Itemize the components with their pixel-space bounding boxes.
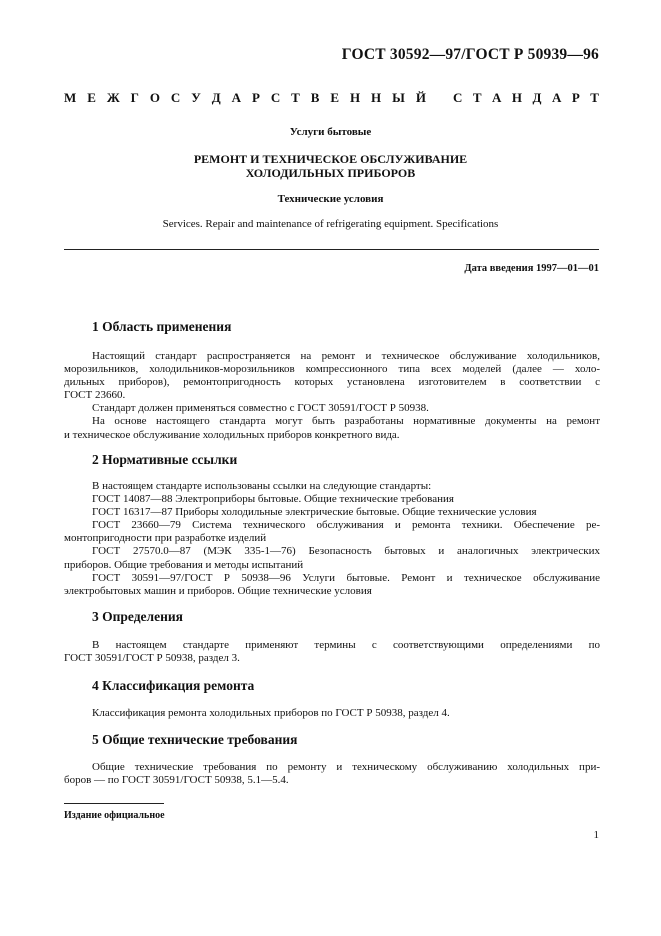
page-number: 1 <box>593 829 599 841</box>
text-line: Стандарт должен применяться совместно с ГОСТ 30591/ГОСТ Р 50938. <box>92 402 429 415</box>
section-4-title: 4 Классификация ремонта <box>92 678 255 693</box>
spaced-letter: С <box>453 90 463 105</box>
spaced-letter: С <box>270 90 281 105</box>
text-line: Настоящий стандарт распространяется на ремонт и техническое обслуживание холодильников, <box>92 350 600 362</box>
spaced-letter: О <box>149 90 160 105</box>
text-line: ГОСТ 23660. <box>64 389 126 402</box>
official-edition-label: Издание официальное <box>64 810 165 821</box>
text-line: Общие технические требования по ремонту и техническому обслуживанию холодильных при- <box>92 761 600 773</box>
main-title-line-2: ХОЛОДИЛЬНЫХ ПРИБОРОВ <box>245 166 416 180</box>
subtitle: Технические условия <box>277 193 384 205</box>
text-line: В настоящем стандарте применяют термины с соответствующими определениями по <box>92 639 600 651</box>
spaced-letter: Т <box>590 90 599 105</box>
english-title: Services. Repair and maintenance of refrigerating equipment. Specifications <box>162 218 499 230</box>
section-3-title: 3 Определения <box>92 609 183 624</box>
spaced-letter: У <box>191 90 201 105</box>
spaced-letter: Е <box>87 90 96 105</box>
text-line: и техническое обслуживание холодильных приборов конкретного вида. <box>64 428 400 441</box>
doc-type-word-2 <box>453 90 599 106</box>
spaced-letter: Д <box>211 90 221 105</box>
section-1-title: 1 Область применения <box>92 319 232 334</box>
text-line: приборов. Общие требования и методы испытаний <box>64 558 304 571</box>
spaced-letter: А <box>231 90 241 105</box>
main-title <box>60 152 601 180</box>
spaced-letter: Й <box>415 90 426 105</box>
spaced-letter: В <box>310 90 320 105</box>
text-line: дильных приборов), ремонтопригодность которых установлена изготовителем в соответствии с <box>64 376 600 389</box>
services-label: Услуги бытовые <box>289 126 372 138</box>
text-line: монтопригодности при разработке изделий <box>64 532 267 545</box>
section-5-title: 5 Общие технические требования <box>92 732 298 747</box>
spaced-letter: Н <box>349 90 361 105</box>
spaced-letter: Т <box>472 90 482 105</box>
section-2-title: 2 Нормативные ссылки <box>92 452 238 467</box>
spaced-letter: Н <box>511 90 523 105</box>
text-line: морозильников, холодильников-морозильников компрессионного типа всех моделей (далее — холо- <box>64 363 600 376</box>
text-line: На основе настоящего стандарта могут быть разработаны нормативные документы на ремонт <box>92 415 600 428</box>
section-5-body <box>64 761 600 787</box>
main-title-line-1: РЕМОНТ И ТЕХНИЧЕСКОЕ ОБСЛУЖИВАНИЕ <box>193 152 468 166</box>
footer-divider <box>64 803 164 804</box>
spaced-letter: Р <box>251 90 260 105</box>
text-line: ГОСТ 27570.0—87 (МЭК 335-1—76) Безопасность бытовых и аналогичных электрических <box>92 545 600 558</box>
spaced-letter: Г <box>130 90 139 105</box>
spaced-letter: Н <box>371 90 382 105</box>
spaced-letter: С <box>170 90 181 105</box>
section-1-body <box>64 350 600 442</box>
spaced-letter: Е <box>330 90 340 105</box>
text-line: Классификация ремонта холодильных приборов по ГОСТ Р 50938, раздел 4. <box>92 707 450 719</box>
introduction-date: Дата введения 1997—01—01 <box>464 263 599 274</box>
document-type <box>64 90 599 106</box>
spaced-letter: М <box>64 90 77 105</box>
text-line: электробытовых машин и приборов. Общие технические условия <box>64 584 372 597</box>
text-line: ГОСТ 14087—88 Электроприборы бытовые. Общие технические требования <box>92 493 454 506</box>
section-2-body <box>64 480 600 598</box>
spaced-letter: Д <box>532 90 542 105</box>
text-line: ГОСТ 23660—79 Система технического обслуживания и ремонта техники. Обеспечение ре- <box>92 519 600 532</box>
header-code: ГОСТ 30592—97/ГОСТ Р 50939—96 <box>341 46 599 63</box>
text-line: боров — по ГОСТ 30591/ГОСТ 50938, 5.1—5.4. <box>64 774 289 787</box>
spaced-letter: Т <box>291 90 300 105</box>
header-divider <box>64 249 599 250</box>
spaced-letter: Ж <box>106 90 120 105</box>
spaced-letter: А <box>551 90 562 105</box>
section-3-body <box>64 639 600 665</box>
text-line: ГОСТ 30591—97/ГОСТ Р 50938—96 Услуги бытовые. Ремонт и техническое обслуживание <box>92 571 600 584</box>
spaced-letter: Ы <box>392 90 405 105</box>
text-line: ГОСТ 30591/ГОСТ Р 50938, раздел 3. <box>64 652 240 665</box>
text-line: ГОСТ 16317—87 Приборы холодильные электрические бытовые. Общие технические условия <box>92 506 537 519</box>
text-line: В настоящем стандарте использованы ссылки на следующие стандарты: <box>92 480 432 492</box>
section-4-body <box>64 707 600 720</box>
spaced-letter: Р <box>571 90 580 105</box>
doc-type-word-1 <box>64 90 426 106</box>
spaced-letter: А <box>492 90 502 105</box>
